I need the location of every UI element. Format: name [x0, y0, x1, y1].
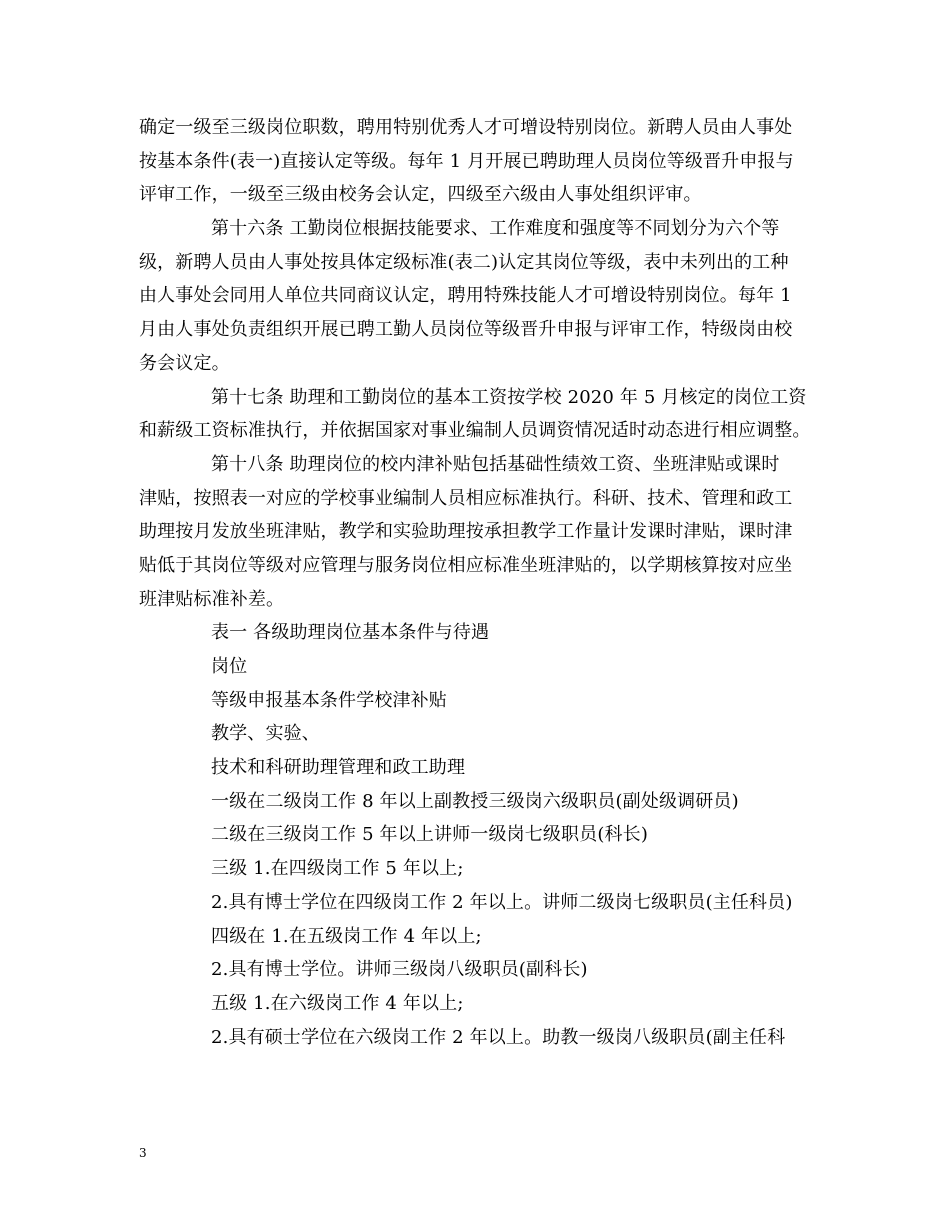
text-line: 助理按月发放坐班津贴，教学和实验助理按承担教学工作量计发课时津贴，课时津 [139, 521, 793, 543]
text-line: 确定一级至三级岗位职数，聘用特别优秀人才可增设特别岗位。新聘人员由人事处 [139, 117, 793, 138]
text-line: 和薪级工资标准执行，并依据国家对事业编制人员调资情况适时动态进行相应调整。 [139, 420, 811, 442]
text-line: 技术和科研助理管理和政工助理 [211, 757, 466, 779]
text-line: 五级 1.在六级岗工作 4 年以上; [211, 992, 464, 1014]
text-line: 等级申报基本条件学校津补贴 [211, 689, 447, 711]
text-line: 按基本条件(表一)直接认定等级。每年 1 月开展已聘助理人员岗位等级晋升申报与 [139, 150, 794, 172]
text-line: 一级在二级岗工作 8 年以上副教授三级岗六级职员(副处级调研员) [211, 790, 739, 812]
text-line: 教学、实验、 [211, 723, 320, 745]
text-line: 2.具有博士学位。讲师三级岗八级职员(副科长) [211, 959, 588, 981]
text-line: 贴低于其岗位等级对应管理与服务岗位相应标准坐班津贴的，以学期核算按对应坐 [139, 554, 793, 576]
text-line: 第十七条 助理和工勤岗位的基本工资按学校 2020 年 5 月核定的岗位工资 [211, 386, 807, 408]
text-line: 务会议定。 [139, 352, 230, 374]
text-line: 三级 1.在四级岗工作 5 年以上; [211, 858, 464, 880]
text-line: 评审工作，一级至三级由校务会认定，四级至六级由人事处组织评审。 [139, 184, 702, 206]
text-line: 2.具有博士学位在四级岗工作 2 年以上。讲师二级岗七级职员(主任科员) [211, 891, 793, 913]
text-line: 岗位 [211, 656, 248, 677]
text-line: 四级在 1.在五级岗工作 4 年以上; [211, 925, 482, 947]
text-line: 第十六条 工勤岗位根据技能要求、工作难度和强度等不同划分为六个等 [211, 218, 780, 240]
text-line: 表一 各级助理岗位基本条件与待遇 [211, 622, 490, 644]
page-number: 3 [139, 1146, 147, 1160]
text-line: 级，新聘人员由人事处按具体定级标准(表二)认定其岗位等级，表中未列出的工种 [139, 251, 789, 273]
text-line: 第十八条 助理岗位的校内津补贴包括基础性绩效工资、坐班津贴或课时 [211, 453, 780, 475]
text-line: 津贴，按照表一对应的学校事业编制人员相应标准执行。科研、技术、管理和政工 [139, 487, 793, 509]
text-line: 由人事处会同用人单位共同商议认定，聘用特殊技能人才可增设特别岗位。每年 1 [139, 285, 792, 307]
text-line: 月由人事处负责组织开展已聘工勤人员岗位等级晋升申报与评审工作，特级岗由校 [139, 319, 793, 341]
document-body [139, 111, 819, 1054]
text-line: 班津贴标准补差。 [139, 588, 285, 610]
text-line: 二级在三级岗工作 5 年以上讲师一级岗七级职员(科长) [211, 824, 648, 846]
text-line: 2.具有硕士学位在六级岗工作 2 年以上。助教一级岗八级职员(副主任科 [211, 1026, 786, 1048]
